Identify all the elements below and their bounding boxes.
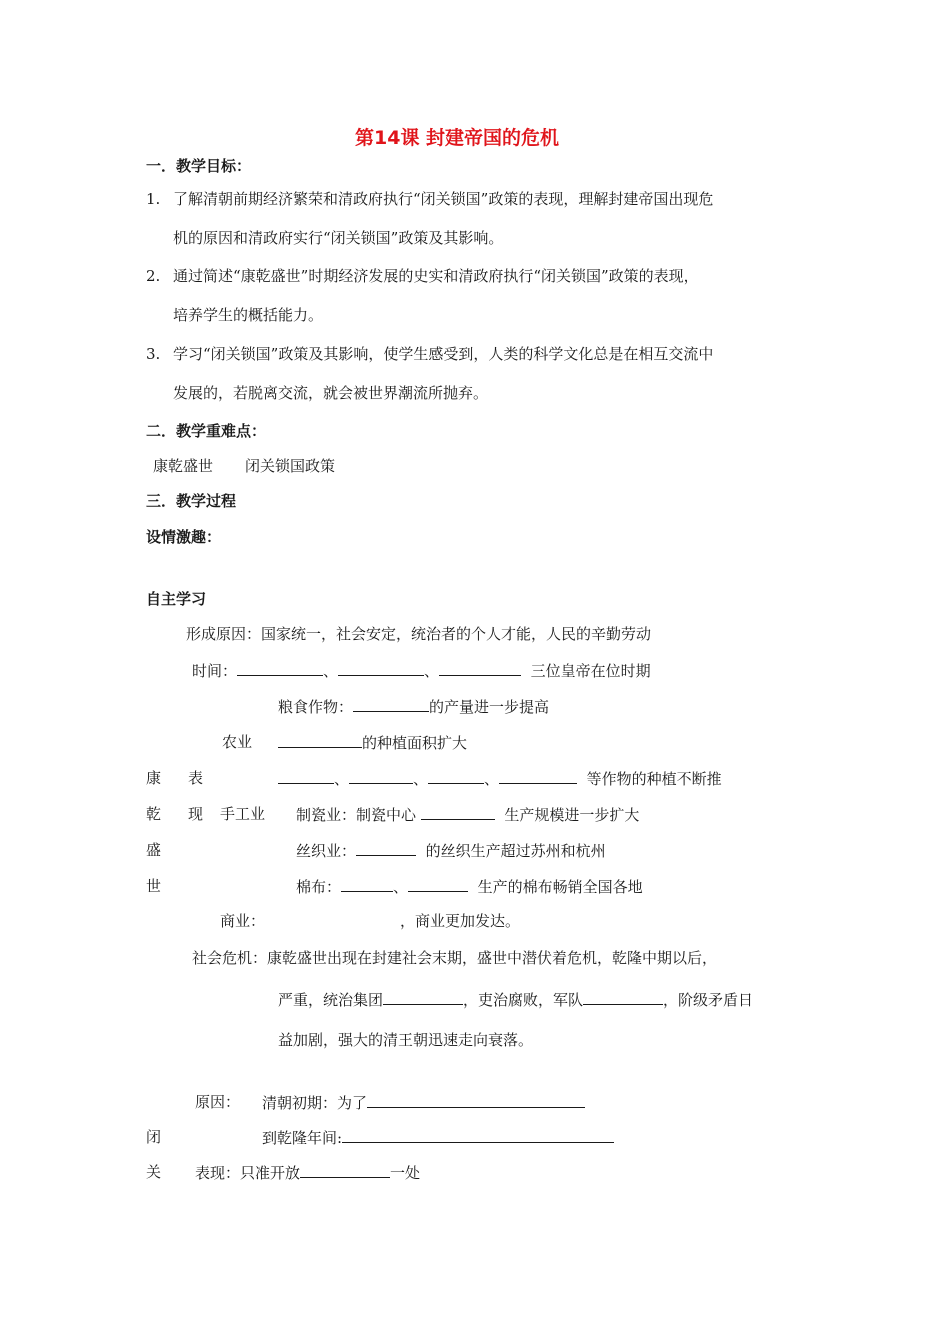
porcelain-line (296, 805, 639, 824)
closed-qianlong-line (262, 1128, 614, 1147)
crops-suffix: 等作物的种植不断推 (586, 770, 722, 788)
time-suffix: 三位皇帝在位时期 (530, 662, 651, 680)
cotton-line (296, 877, 643, 896)
side-char: 康 (146, 769, 162, 787)
side-char: 盛 (146, 841, 162, 859)
side-char: 关 (146, 1163, 162, 1181)
closed-early-line (262, 1093, 585, 1112)
blank[interactable] (338, 661, 424, 676)
blank[interactable] (237, 661, 323, 676)
separator: 、 (393, 878, 409, 896)
key-point: 康乾盛世 (153, 457, 214, 475)
closed-manifest-line (195, 1163, 420, 1182)
section-heading-key-points: 二．教学重难点： (146, 422, 267, 440)
objective-text: 培养学生的概括能力。 (173, 306, 324, 324)
section-heading-objectives: 一．教学目标： (146, 157, 252, 175)
objective-text: 机的原因和清政府实行“闭关锁国”政策及其影响。 (173, 229, 504, 247)
blank[interactable] (383, 990, 463, 1005)
manifest-suffix: 一处 (390, 1164, 421, 1182)
separator: 、 (484, 770, 500, 788)
cotton-suffix: 生产的棉布畅销全国各地 (477, 878, 643, 896)
blank[interactable] (428, 769, 484, 784)
subheading-intro: 设情激趣： (146, 528, 222, 546)
crisis-text: ，吏治腐败，军队 (463, 991, 584, 1009)
early-label: 清朝初期：为了 (262, 1094, 368, 1112)
separator: 、 (334, 770, 350, 788)
manifest-label: 表现：只准开放 (195, 1164, 301, 1182)
agri-suffix: 的种植面积扩大 (362, 734, 468, 752)
crisis-text: ，阶级矛盾日 (663, 991, 754, 1009)
blank[interactable] (342, 1128, 614, 1143)
objective-number: 1. (146, 190, 161, 208)
blank[interactable] (421, 805, 495, 820)
time-line (192, 661, 651, 680)
lesson-title: 第14课 封建帝国的危机 (355, 127, 560, 149)
blank[interactable] (408, 877, 468, 892)
silk-label: 丝织业： (296, 842, 357, 860)
xian-char: 现 (188, 805, 204, 823)
side-char: 乾 (146, 805, 162, 823)
craft-label: 手工业 (220, 805, 266, 823)
side-char: 世 (146, 877, 162, 895)
objective-text: 发展的，若脱离交流，就会被世界潮流所抛弃。 (173, 384, 489, 402)
agri-label: 农业 (222, 733, 253, 751)
porcelain-suffix: 生产规模进一步扩大 (504, 806, 640, 824)
silk-line (296, 841, 606, 860)
time-label: 时间： (192, 662, 238, 680)
crisis-line: 社会危机：康乾盛世出现在封建社会末期，盛世中潜伏着危机，乾隆中期以后， (192, 949, 718, 967)
cause-line: 形成原因：国家统一，社会安定，统治者的个人才能，人民的辛勤劳动 (186, 625, 652, 643)
crisis-line (278, 990, 753, 1009)
agri-line (278, 733, 467, 752)
blank[interactable] (341, 877, 393, 892)
crisis-line: 益加剧，强大的清王朝迅速走向衰落。 (278, 1031, 534, 1049)
closed-cause-label: 原因： (195, 1093, 241, 1111)
objective-text: 了解清朝前期经济繁荣和清政府执行“闭关锁国”政策的表现，理解封建帝国出现危 (173, 190, 714, 208)
porcelain-label: 制瓷业：制瓷中心 (296, 806, 417, 824)
objective-text: 学习“闭关锁国”政策及其影响，使学生感受到，人类的科学文化总是在相互交流中 (173, 345, 714, 363)
grain-label: 粮食作物： (278, 698, 354, 716)
objective-text: 通过简述“康乾盛世”时期经济发展的史实和清政府执行“闭关锁国”政策的表现， (173, 267, 699, 285)
blank[interactable] (300, 1163, 390, 1178)
blank[interactable] (439, 661, 521, 676)
grain-line (278, 697, 549, 716)
commerce-suffix: ，商业更加发达。 (400, 912, 521, 930)
section-heading-process: 三．教学过程 (146, 492, 237, 510)
subheading-self-study: 自主学习 (146, 590, 207, 608)
side-char: 闭 (146, 1128, 162, 1146)
separator: 、 (323, 662, 339, 680)
blank[interactable] (278, 733, 362, 748)
cotton-label: 棉布： (296, 878, 342, 896)
crops-line (278, 769, 722, 788)
grain-suffix: 的产量进一步提高 (429, 698, 550, 716)
objective-number: 2. (146, 267, 161, 285)
silk-suffix: 的丝织生产超过苏州和杭州 (425, 842, 606, 860)
blank[interactable] (583, 990, 663, 1005)
separator: 、 (424, 662, 440, 680)
biao-char: 表 (188, 769, 204, 787)
blank[interactable] (278, 769, 334, 784)
separator: 、 (413, 770, 429, 788)
key-point: 闭关锁国政策 (245, 457, 336, 475)
blank[interactable] (349, 769, 413, 784)
commerce-label: 商业： (220, 912, 266, 930)
blank[interactable] (353, 697, 429, 712)
qianlong-label: 到乾隆年间: (262, 1129, 343, 1147)
blank[interactable] (367, 1093, 585, 1108)
blank[interactable] (499, 769, 577, 784)
crisis-text: 严重，统治集团 (278, 991, 384, 1009)
objective-number: 3. (146, 345, 161, 363)
blank[interactable] (356, 841, 416, 856)
